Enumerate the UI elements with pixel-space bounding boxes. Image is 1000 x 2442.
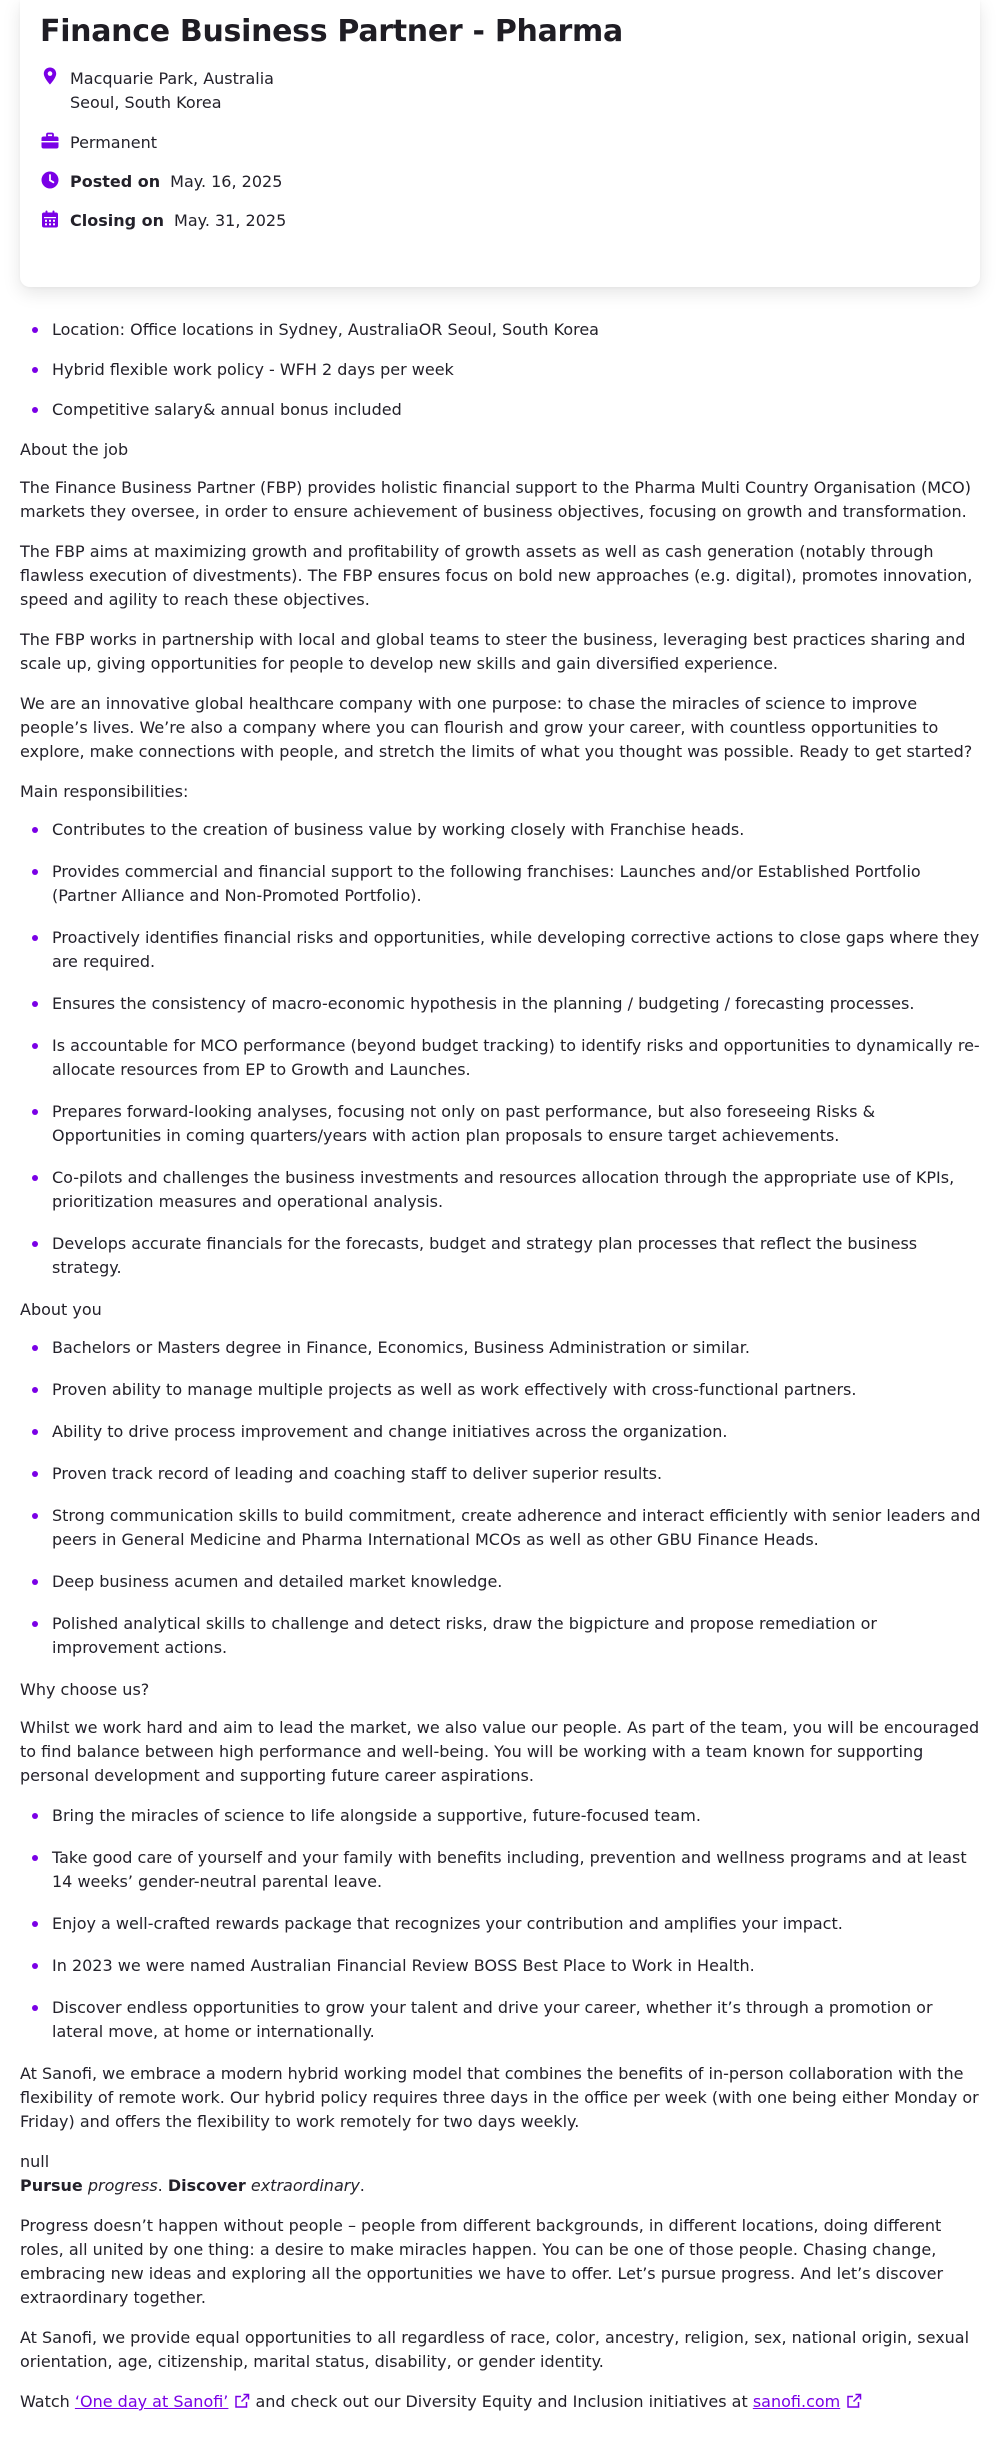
watch-line (20, 2390, 982, 2414)
list-item: Proven track record of leading and coaching staff to deliver superior results. (20, 1462, 982, 1486)
list-item: Proven ability to manage multiple projects as well as work effectively with cross-functional partners. (20, 1378, 982, 1402)
map-pin-icon (40, 66, 60, 86)
closing-label: Closing on (70, 211, 165, 230)
list-item: Ability to drive process improvement and change initiatives across the organization. (20, 1420, 982, 1444)
job-description (20, 318, 982, 2430)
list-item: Bachelors or Masters degree in Finance, Economics, Business Administration or similar. (20, 1336, 982, 1360)
one-day-at-sanofi-link[interactable]: ‘One day at Sanofi’ (74, 2392, 229, 2411)
calendar-icon (40, 209, 60, 229)
null-text: null (20, 2152, 50, 2171)
external-link-icon[interactable] (234, 2393, 250, 2409)
job-title: Finance Business Partner - Pharma (40, 14, 623, 49)
location-line: Macquarie Park, Australia (70, 69, 274, 88)
list-item: Contributes to the creation of business value by working closely with Franchise heads. (20, 818, 982, 842)
list-item: Develops accurate financials for the forecasts, budget and strategy plan processes that reflect the business strategy. (20, 1232, 982, 1280)
section-heading-responsibilities: Main responsibilities: (20, 782, 189, 801)
paragraph: Whilst we work hard and aim to lead the market, we also value our people. As part of the team, you will be encouraged to find balance between high performance and well-being. You will be working with a team known for supporting personal development and supporting future career aspirations. (20, 1718, 980, 1785)
paragraph: Progress doesn’t happen without people – people from different backgrounds, in different locations, doing different roles, all united by one thing: a desire to make miracles happen. You can be one of those people. Chasing change, embracing new ideas and exploring all the opportunities we have to offer. Let’s pursue progress. And let’s discover extraordinary together. (20, 2216, 944, 2307)
list-item: Prepares forward-looking analyses, focusing not only on past performance, but also foreseeing Risks & Opportunities in coming quarters/years with action plan proposals to ensure target achievements. (20, 1100, 982, 1148)
tagline-pursue: Pursue (20, 2176, 83, 2195)
list-item: Enjoy a well-crafted rewards package that recognizes your contribution and amplifies your impact. (20, 1912, 982, 1936)
posted-label: Posted on (70, 172, 161, 191)
tagline: Pursue progress. Discover extraordinary. (20, 2176, 365, 2195)
section-heading-about-job: About the job (20, 440, 129, 459)
clock-icon (40, 170, 60, 190)
paragraph: At Sanofi, we embrace a modern hybrid working model that combines the benefits of in-person collaboration with the flexibility of remote work. Our hybrid policy requires three days in the office per week (with one being either Monday or Friday) and offers the flexibility to work remotely for two days weekly. (20, 2064, 979, 2131)
requirements-list (20, 1336, 982, 1660)
paragraph: The Finance Business Partner (FBP) provides holistic financial support to the Pharma Multi Country Organisation (MCO) markets they oversee, in order to ensure achievement of business objectives, focusing on growth and transformation. (20, 478, 972, 521)
list-item: Polished analytical skills to challenge and detect risks, draw the bigpicture and propose remediation or improvement actions. (20, 1612, 982, 1660)
list-item: Competitive salary& annual bonus included (20, 398, 982, 422)
tagline-progress: progress (87, 2176, 158, 2195)
closing-date-row (70, 209, 286, 233)
job-locations (70, 67, 274, 115)
job-header-card (20, 0, 980, 287)
section-heading-why-us: Why choose us? (20, 1680, 150, 1699)
list-item: Bring the miracles of science to life alongside a supportive, future-focused team. (20, 1804, 982, 1828)
paragraph: The FBP aims at maximizing growth and profitability of growth assets as well as cash generation (notably through flawless execution of divestments). The FBP ensures focus on bold new approaches (e.g. digital), promotes innovation, speed and agility to reach these objectives. (20, 542, 973, 609)
benefits-list (20, 1804, 982, 2044)
responsibilities-list (20, 818, 982, 1280)
list-item: Is accountable for MCO performance (beyond budget tracking) to identify risks and opportunities to dynamically re-allocate resources from EP to Growth and Launches. (20, 1034, 982, 1082)
list-item: Deep business acumen and detailed market knowledge. (20, 1570, 982, 1594)
list-item: Discover endless opportunities to grow your talent and drive your career, whether it’s through a promotion or lateral move, at home or internationally. (20, 1996, 982, 2044)
list-item: Strong communication skills to build commitment, create adherence and interact efficiently with senior leaders and peers in General Medicine and Pharma International MCOs as well as other GBU Finance Heads. (20, 1504, 982, 1552)
list-item: Hybrid flexible work policy - WFH 2 days per week (20, 358, 982, 382)
contract-type: Permanent (70, 133, 158, 152)
location-line: Seoul, South Korea (70, 93, 222, 112)
list-item: Take good care of yourself and your family with benefits including, prevention and wellness programs and at least 14 weeks’ gender-neutral parental leave. (20, 1846, 982, 1894)
list-item: Proactively identifies financial risks and opportunities, while developing corrective actions to close gaps where they are required. (20, 926, 982, 974)
section-heading-about-you: About you (20, 1300, 102, 1319)
posted-date-row (70, 170, 282, 194)
list-item: Location: Office locations in Sydney, AustraliaOR Seoul, South Korea (20, 318, 982, 342)
watch-middle: and check out our Diversity Equity and Inclusion initiatives at (250, 2392, 753, 2411)
posted-date: May. 16, 2025 (170, 172, 283, 191)
sanofi-site-link[interactable]: sanofi.com (752, 2392, 841, 2411)
highlights-list (20, 318, 982, 422)
list-item: Provides commercial and financial support to the following franchises: Launches and/or Established Portfolio (Partner Alliance and Non-Promoted Portfolio). (20, 860, 982, 908)
tagline-discover: Discover (167, 2176, 246, 2195)
paragraph: We are an innovative global healthcare company with one purpose: to chase the miracles of science to improve people’s lives. We’re also a company where you can flourish and grow your career, with countless opportunities to explore, make connections with people, and stretch the limits of what you thought was possible. Ready to get started? (20, 694, 973, 761)
paragraph: The FBP works in partnership with local and global teams to steer the business, leveraging best practices sharing and scale up, giving opportunities for people to develop new skills and gain diversified experience. (20, 630, 966, 673)
list-item: Co-pilots and challenges the business investments and resources allocation through the appropriate use of KPIs, prioritization measures and operational analysis. (20, 1166, 982, 1214)
watch-prefix: Watch (20, 2392, 75, 2411)
external-link-icon[interactable] (846, 2393, 862, 2409)
closing-date: May. 31, 2025 (174, 211, 287, 230)
paragraph: At Sanofi, we provide equal opportunities to all regardless of race, color, ancestry, religion, sex, national origin, sexual orientation, age, citizenship, marital status, disability, or gender identity. (20, 2328, 970, 2371)
tagline-extraordinary: extraordinary (250, 2176, 360, 2195)
list-item: In 2023 we were named Australian Financial Review BOSS Best Place to Work in Health. (20, 1954, 982, 1978)
briefcase-icon (40, 131, 60, 151)
list-item: Ensures the consistency of macro-economic hypothesis in the planning / budgeting / forecasting processes. (20, 992, 982, 1016)
